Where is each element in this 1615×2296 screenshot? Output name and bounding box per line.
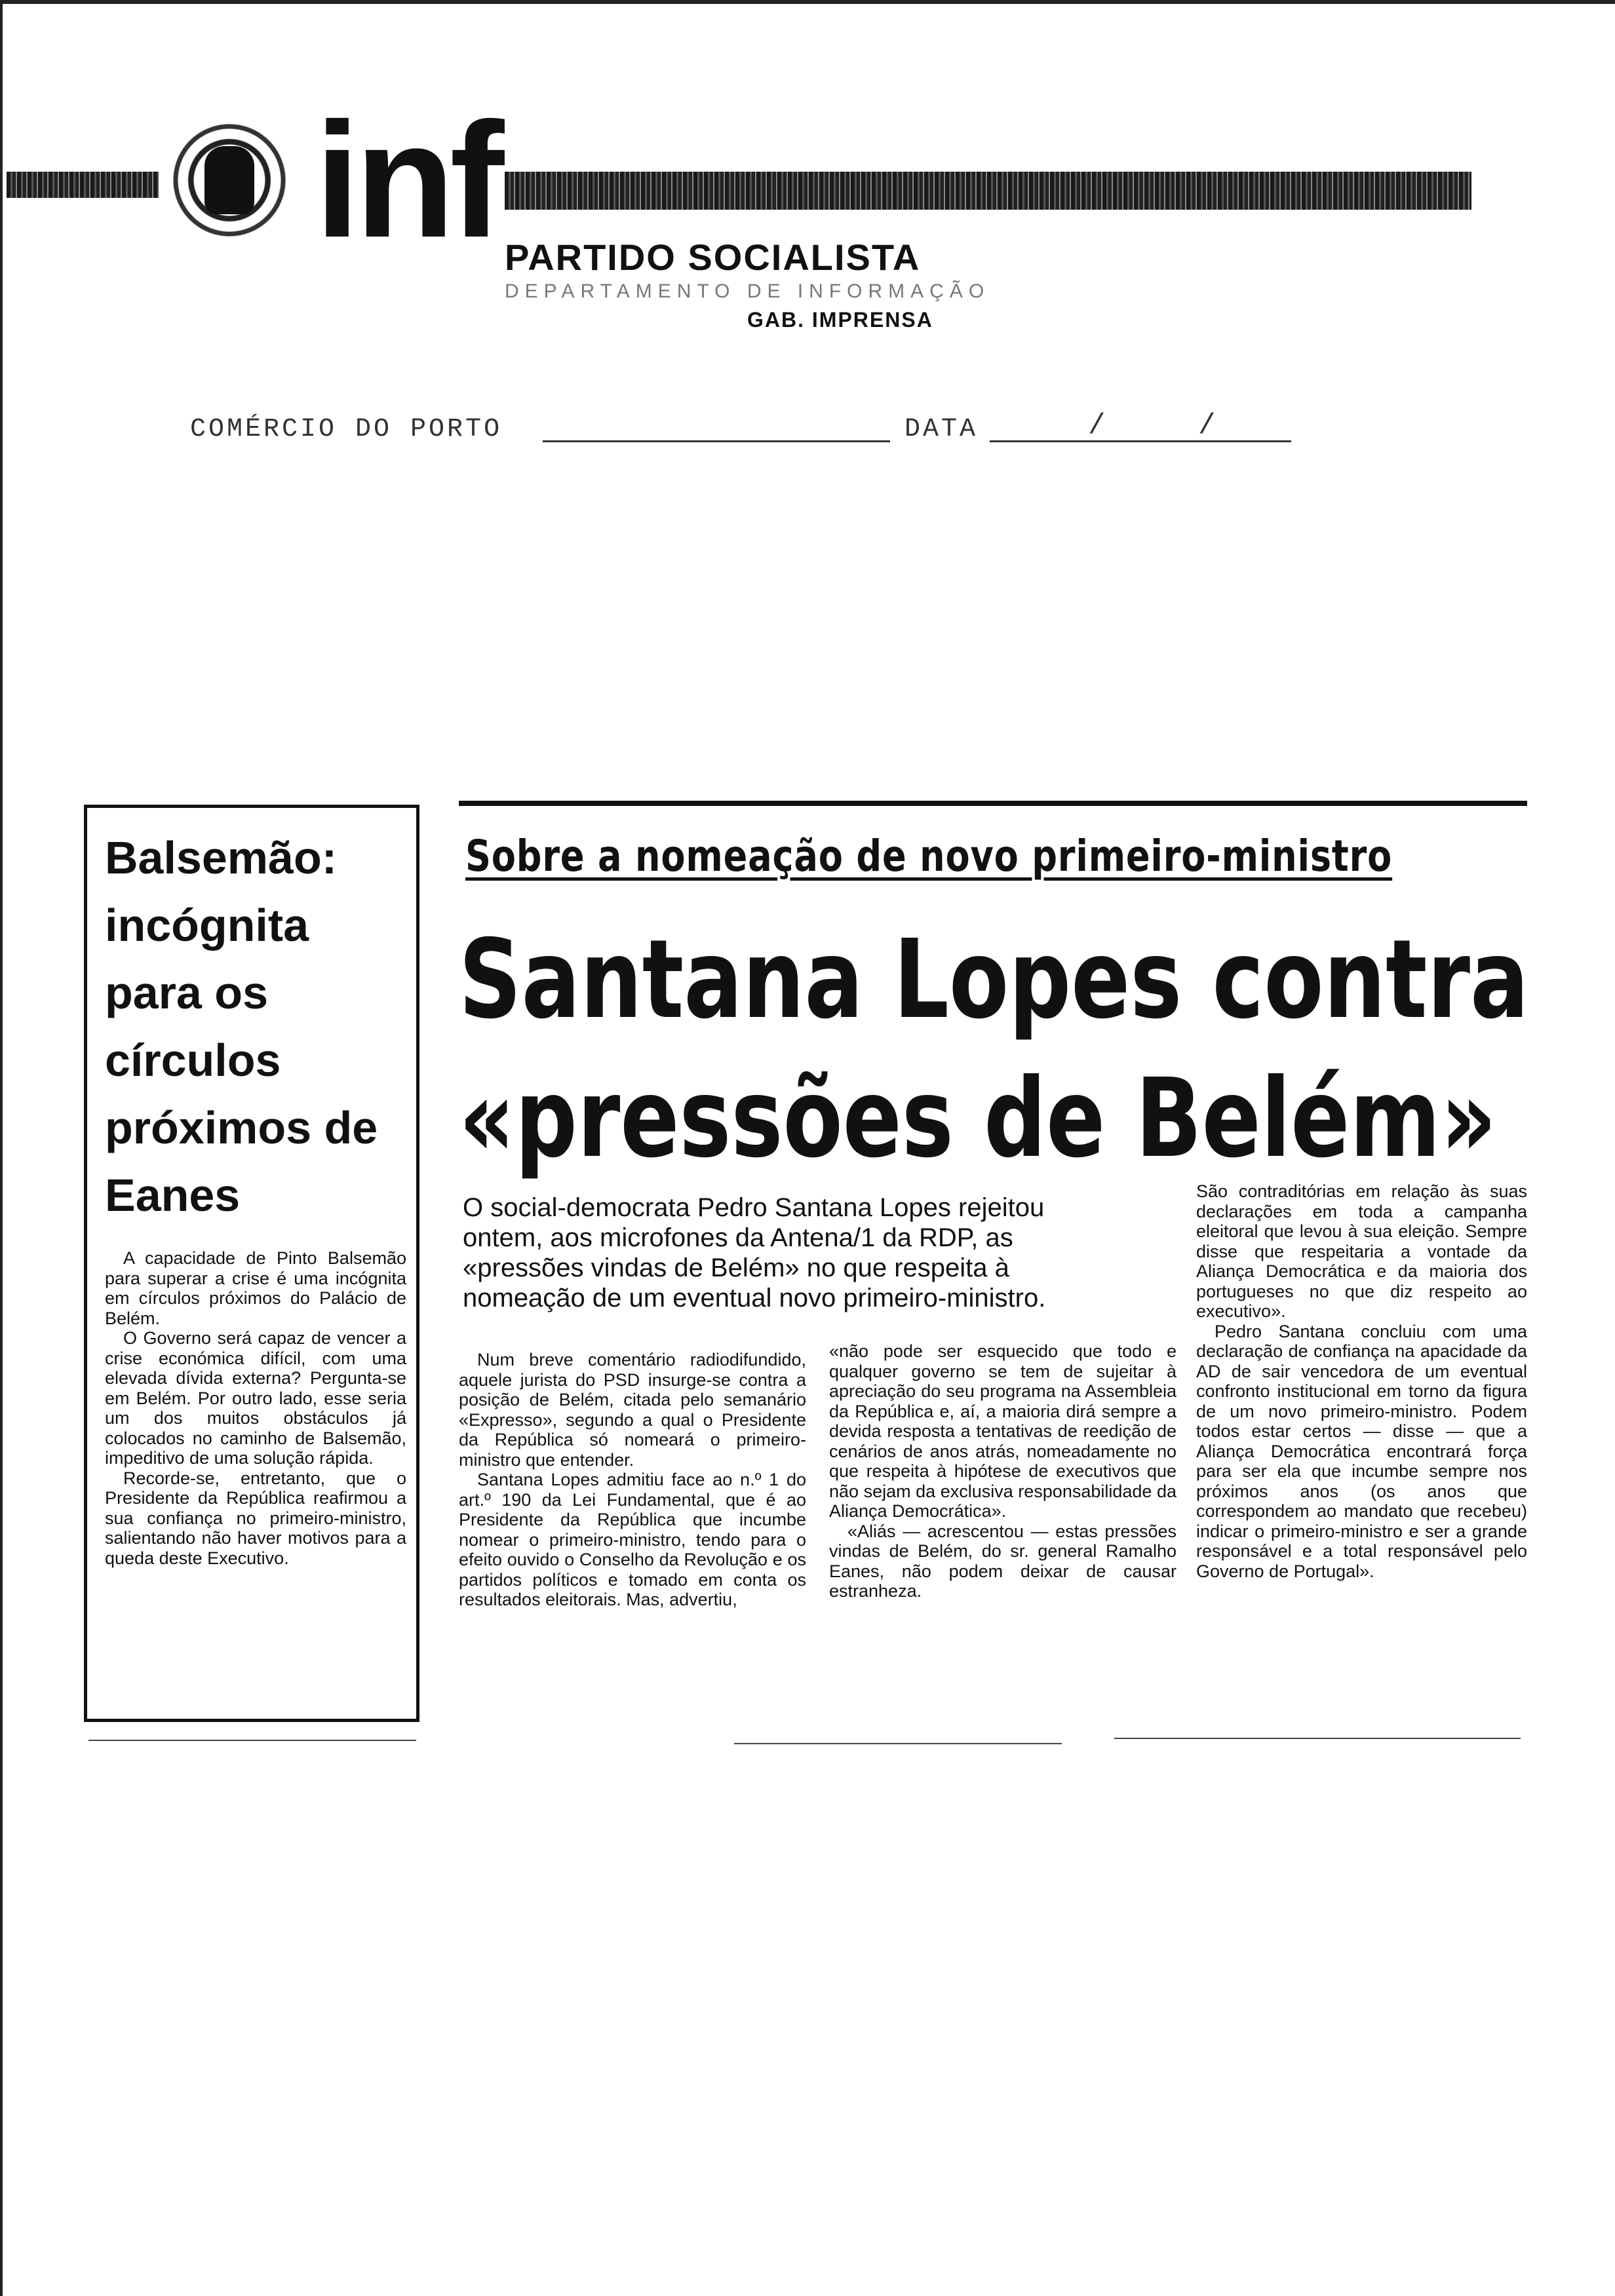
date-separator-1: / (1088, 410, 1106, 442)
date-separator-2: / (1198, 410, 1216, 442)
sidebar-paragraph: A capacidade de Pinto Balsemão para superar a crise é uma incógnita em círculos próximos do Palácio de Belém. (105, 1248, 406, 1328)
article-column-1 (459, 1350, 806, 1610)
sidebar-paragraph: Recorde-se, entretanto, que o Presidente da República reafirmou a sua confiança no primeiro-ministro, salientando não haver motivos para a queda deste Executivo. (105, 1468, 406, 1568)
sidebar-bottom-rule (88, 1740, 416, 1741)
source-fill-line (543, 440, 890, 442)
column-paragraph: São contraditórias em relação às suas declarações em toda a campanha eleitoral que levou à sua eleição. Sempre disse que respeitaria a vontade da Aliança Democrática e da maioria dos portugueses no que diz respeito ao executivo». (1196, 1181, 1527, 1321)
date-fill-line (990, 440, 1291, 442)
letterhead-bar-left (7, 172, 159, 198)
column-paragraph: «não pode ser esquecido que todo e qualquer governo se tem de sujeitar à apreciação do seu programa na Assembleia da República e, aí, a maioria dirá sempre a devida resposta a tentativas de reedição de cenários de anos atrás, nomeadamente no que respeita à hipótese de executivos que não sejam da exclusiva responsabilidade da Aliança Democrática». (829, 1341, 1177, 1521)
sidebar-paragraph: O Governo será capaz de vencer a crise económica difícil, com uma elevada dívida externa? Pergunta-se em Belém. Por outro lado, esse seria um dos muitos obstáculos já colocados no caminho de Balsemão, impeditivo de uma solução rápida. (105, 1328, 406, 1468)
page-left-edge (0, 0, 3, 2296)
letterhead-bar-right (505, 172, 1471, 210)
page-top-edge (0, 0, 1615, 4)
newspaper-source: COMÉRCIO DO PORTO (190, 415, 503, 444)
party-fist-logo (164, 115, 295, 246)
column-paragraph: «Aliás — acrescentou — estas pressões vindas de Belém, do sr. general Ramalho Eanes, não podem deixar de causar estranheza. (829, 1521, 1177, 1601)
article-bottom-rule (734, 1743, 1062, 1744)
column-paragraph: Santana Lopes admitiu face ao n.º 1 do art.º 190 da Lei Fundamental, que é ao Presidente da República que incumbe nomear o primeiro-ministro, tendo para o efeito ouvido o Conselho da Revolução e os partidos políticos e tomado em conta os resultados eleitorais. Mas, advertiu, (459, 1470, 806, 1609)
inf-logo-text: inf (315, 88, 499, 271)
article-top-rule (459, 801, 1527, 806)
column-paragraph: Pedro Santana concluiu com uma declaração de confiança na apacidade da AD de sair vencedora de um eventual confronto institucional em torno da figura de um novo primeiro-ministro. Podem todos estar certos — disse — que a Aliança Democrática encontrará força para ser ela que incumbe sempre nos próximos anos (os anos que correspondem ao mandato que recebeu) indicar o primeiro-ministro e ser a grande responsável e a total responsável pelo Governo de Portugal». (1196, 1321, 1527, 1581)
article-bottom-rule-2 (1114, 1738, 1521, 1739)
column-paragraph: Num breve comentário radiodifundido, aquele jurista do PSD insurge-se contra a posição de Belém, citada pelo semanário «Expresso», segundo a qual o Presidente da República só nomeará o primeiro-ministro que entender. (459, 1350, 806, 1470)
party-name: PARTIDO SOCIALISTA (505, 237, 921, 278)
article-kicker: Sobre a nomeação de novo primeiro-ministro (465, 831, 1393, 881)
article-headline (459, 911, 1529, 1189)
article-column-2 (829, 1341, 1177, 1601)
department-name: DEPARTAMENTO DE INFORMAÇÃO (505, 280, 990, 302)
press-office: GAB. IMPRENSA (747, 308, 933, 332)
article-column-3 (1196, 1181, 1527, 1581)
headline-line-2: «pressões de Belém» (459, 1056, 1497, 1182)
sidebar-body (105, 1248, 406, 1568)
date-label: DATA (905, 415, 979, 444)
sidebar-headline: Balsemão: incógnita para os círculos próximos de Eanes (105, 832, 378, 1221)
article-lead: O social-democrata Pedro Santana Lopes rejeitou ontem, aos microfones da Antena/1 da RDP, as «pressões vindas de Belém» no que respeita à nomeação de um eventual novo primeiro-ministro. (463, 1193, 1046, 1312)
headline-line-1: Santana Lopes contra (459, 917, 1529, 1043)
